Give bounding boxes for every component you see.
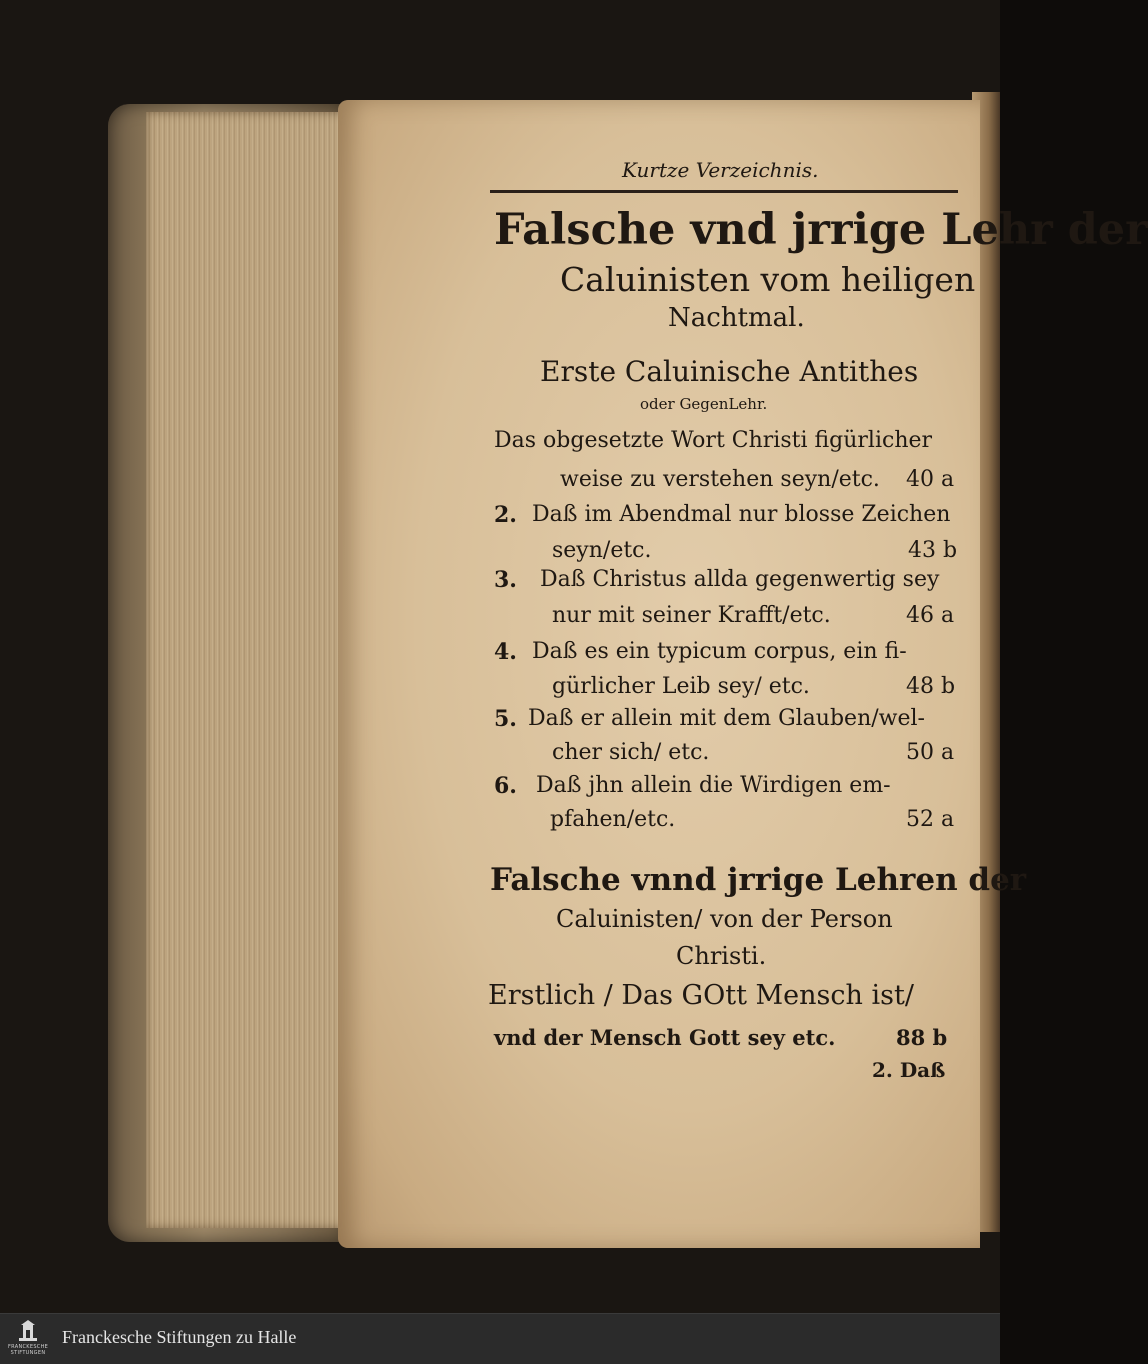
entry-3-ref: 46 a [906, 603, 955, 628]
antithesis-title: Erste Caluinische Antithes [540, 355, 919, 388]
final-entry-line2: vnd der Mensch Gott sey etc. [494, 1025, 836, 1050]
entry-1-ref: 40 a [906, 467, 955, 492]
footer-bar [0, 1313, 1000, 1364]
entry-3-line2: nur mit seiner Krafft/etc. [552, 603, 831, 628]
entry-4-line2: gürlicher Leib sey/ etc. [552, 674, 810, 699]
building-icon [8, 1320, 48, 1344]
institution-label[interactable]: Franckesche Stiftungen zu Halle [62, 1327, 297, 1347]
logo-text-line1: FRANCKESCHE [8, 1344, 49, 1350]
section2-title-line2: Caluinisten/ von der Person [556, 905, 893, 933]
entry-2-ref: 43 b [908, 538, 958, 563]
section1-title-line1: Falsche vnd jrrige Lehr der [494, 205, 1148, 255]
running-head: Kurtze Verzeichnis. [622, 158, 819, 182]
entry-2-line2: seyn/etc. [552, 538, 652, 563]
antithesis-subtitle: oder GegenLehr. [640, 395, 768, 413]
entry-4-number: 4. [494, 639, 517, 665]
final-entry-line1: Erstlich / Das GOtt Mensch ist/ [488, 980, 914, 1011]
entry-5-line2: cher sich/ etc. [552, 740, 710, 765]
entry-4-ref: 48 b [906, 674, 956, 699]
entry-5-line1: Daß er allein mit dem Glauben/wel- [528, 706, 925, 731]
entry-3-line1: Daß Christus allda gegenwertig sey [540, 567, 940, 592]
entry-5-number: 5. [494, 706, 517, 732]
final-entry-ref: 88 b [896, 1025, 948, 1050]
entry-4-line1: Daß es ein typicum corpus, ein fi- [532, 639, 907, 664]
entry-2-line1: Daß im Abendmal nur blosse Zeichen [532, 502, 951, 527]
entry-3-number: 3. [494, 567, 517, 593]
catchword: 2. Daß [872, 1058, 946, 1082]
entry-5-ref: 50 a [906, 740, 955, 765]
entry-1-line1: Das obgesetzte Wort Christi figürlicher [494, 428, 933, 453]
section2-title-line1: Falsche vnnd jrrige Lehren der [490, 862, 1027, 898]
entry-2-number: 2. [494, 502, 517, 528]
entry-6-number: 6. [494, 773, 517, 799]
franckesche-logo[interactable] [8, 1320, 48, 1358]
section1-title-line2: Caluinisten vom heiligen [560, 260, 976, 299]
entry-6-line2: pfahen/etc. [550, 807, 676, 832]
entry-6-ref: 52 a [906, 807, 955, 832]
page-edges [146, 112, 352, 1228]
entry-1-line2: weise zu verstehen seyn/etc. [560, 467, 880, 492]
entry-6-line1: Daß jhn allein die Wirdigen em- [536, 773, 891, 798]
section1-title-line3: Nachtmal. [668, 303, 805, 333]
logo-text-line2: STIFTUNGEN [10, 1350, 46, 1356]
section2-title-line3: Christi. [676, 942, 767, 970]
head-rule [490, 190, 958, 193]
